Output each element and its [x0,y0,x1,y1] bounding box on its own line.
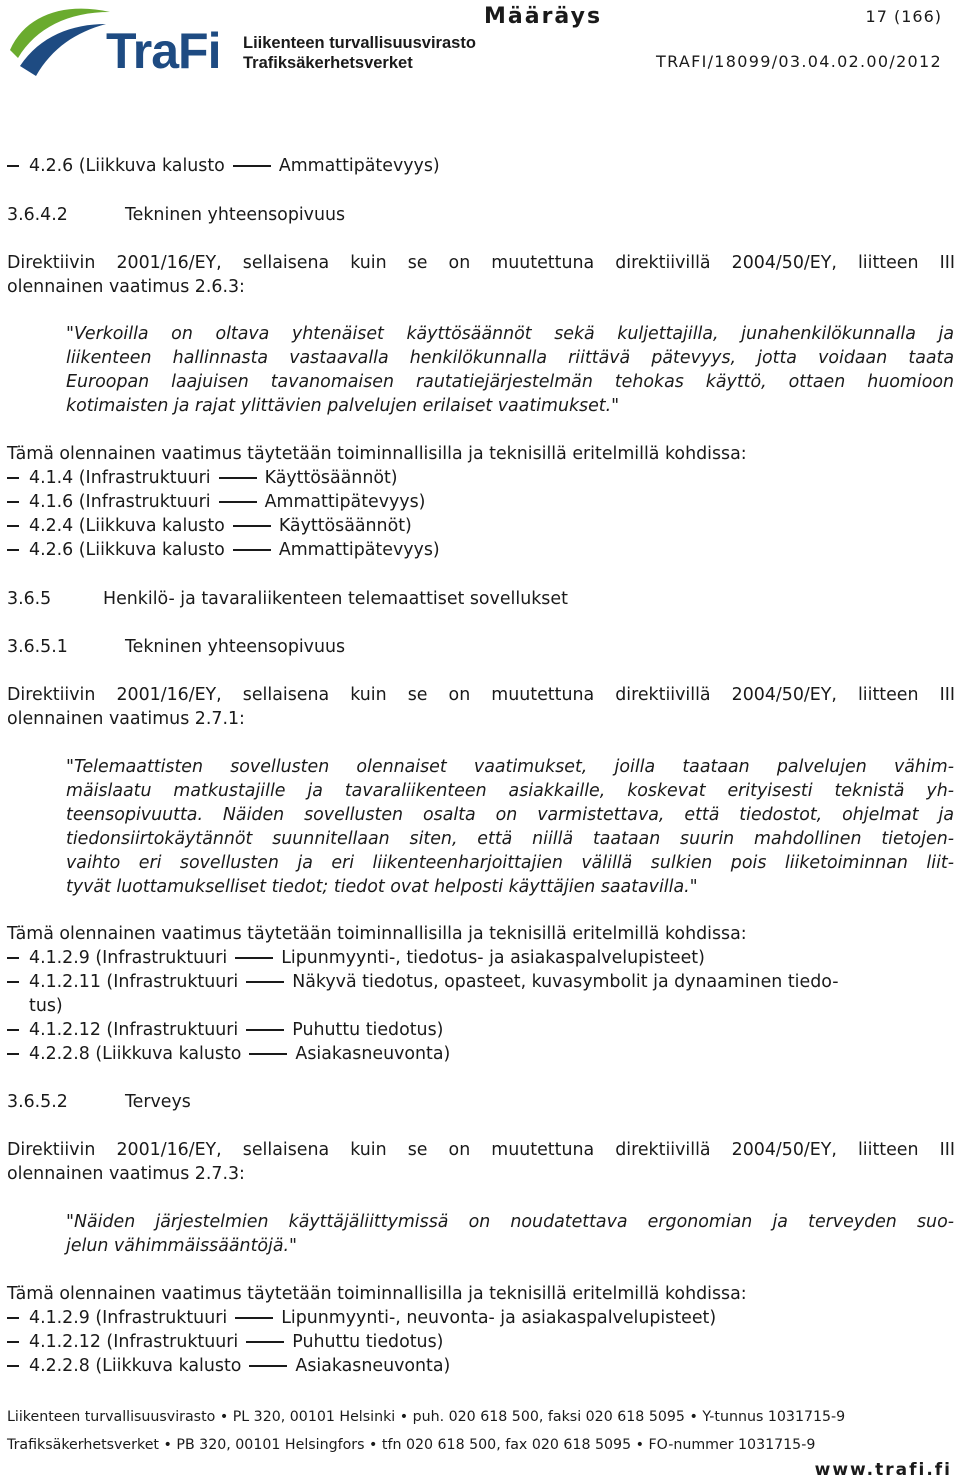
paragraph-line: Direktiivin 2001/16/EY, sellaisena kuin se on muutettuna direktiivillä 2004/50/EY, liitteen III [7,253,955,273]
quote-line: "Telemaattisten sovellusten olennaiset vaatimukset, joilla taataan palvelujen vähim- [66,757,954,777]
list-item: 4.1.2.9 (Infrastruktuuri Lipunmyynti-, tiedotus- ja asiakaspalvelupisteet) [7,946,705,970]
list-item: 4.1.6 (Infrastruktuuri Ammattipätevyys) [7,490,425,514]
quote-line: kotimaisten ja rajat ylittävien palvelujen erilaiset vaatimukset." [66,396,620,416]
quote-line: mäislaatu matkustajille ja tavaraliikenteen asiakkaille, koskevat erityisesti teknistä yh- [66,781,954,801]
quote-line: vaihto eri sovellusten ja eri liikenteenharjoittajien välillä sulkien pois liiketoiminnan liit- [66,853,954,873]
logo-agency-fi: Liikenteen turvallisuusvirasto [243,34,476,52]
quote-line: "Näiden järjestelmien käyttäjäliittymissä on noudatettava ergonomian ja terveyden suo- [66,1212,954,1232]
list-item: 4.1.2.9 (Infrastruktuuri Lipunmyynti-, neuvonta- ja asiakaspalvelupisteet) [7,1306,716,1330]
section-heading: 3.6.5.1 Tekninen yhteensopivuus [7,637,346,657]
trafi-logo [6,6,476,86]
website-link[interactable]: www.trafi.fi [814,1460,952,1480]
document-type: Määräys [484,4,603,29]
paragraph-line: Tämä olennainen vaatimus täytetään toiminnallisilla ja teknisillä eritelmillä kohdissa: [7,924,747,944]
paragraph-line: olennainen vaatimus 2.7.1: [7,709,245,729]
section-heading: 3.6.5.2 Terveys [7,1092,191,1112]
paragraph-line: Direktiivin 2001/16/EY, sellaisena kuin se on muutettuna direktiivillä 2004/50/EY, liitteen III [7,685,955,705]
page-number: 17 (166) [865,7,942,26]
paragraph-line: Direktiivin 2001/16/EY, sellaisena kuin se on muutettuna direktiivillä 2004/50/EY, liitteen III [7,1140,955,1160]
quote-line: teensopivuutta. Näiden sovellusten osalta on varmistettava, että tiedostot, ohjelmat ja [66,805,954,825]
paragraph-line: olennainen vaatimus 2.6.3: [7,277,245,297]
list-item: 4.1.2.12 (Infrastruktuuri Puhuttu tiedotus) [7,1330,443,1354]
quote-line: tiedonsiirtokäytännöt suunnitellaan siten, että niillä taataan suurin mahdollinen tietojen- [66,829,954,849]
list-item: 4.1.2.11 (Infrastruktuuri Näkyvä tiedotus, opasteet, kuvasymbolit ja dynaaminen tiedo- [7,970,838,994]
quote-line: "Verkoilla on oltava yhtenäiset käyttösäännöt sekä kuljettajilla, junahenkilökunnalla ja [66,324,954,344]
quote-line: jelun vähimmäissääntöjä." [66,1236,298,1256]
paragraph-line: Tämä olennainen vaatimus täytetään toiminnallisilla ja teknisillä eritelmillä kohdissa: [7,1284,747,1304]
list-item: 4.2.2.8 (Liikkuva kalusto Asiakasneuvonta) [7,1354,450,1378]
list-item: 4.1.4 (Infrastruktuuri Käyttösäännöt) [7,466,398,490]
logo-wordmark: TraFi [106,23,221,79]
logo-agency-sv: Trafiksäkerhetsverket [243,54,413,72]
list-item: 4.2.4 (Liikkuva kalusto Käyttösäännöt) [7,514,412,538]
footer-address-fi: Liikenteen turvallisuusvirasto • PL 320, 00101 Helsinki • puh. 020 618 500, faksi 020 618 5095 • Y-tunnus 1031715-9 [7,1409,846,1425]
document-reference: TRAFI/18099/03.04.02.00/2012 [656,52,942,71]
quote-line: liikenteen hallinnasta vastaavalla henkilökunnalla riittävä pätevyys, jotta voidaan taata [66,348,954,368]
section-heading: 3.6.4.2 Tekninen yhteensopivuus [7,205,346,225]
trafi-swoosh-icon [6,6,116,86]
paragraph-line: Tämä olennainen vaatimus täytetään toiminnallisilla ja teknisillä eritelmillä kohdissa: [7,444,747,464]
paragraph-line: olennainen vaatimus 2.7.3: [7,1164,245,1184]
section-heading: 3.6.5 Henkilö- ja tavaraliikenteen telemaattiset sovellukset [7,589,568,609]
list-item: 4.2.6 (Liikkuva kalusto Ammattipätevyys) [7,154,440,178]
list-item: 4.2.6 (Liikkuva kalusto Ammattipätevyys) [7,538,440,562]
list-item-continuation: tus) [29,996,63,1016]
quote-line: Euroopan laajuisen tavanomaisen rautatiejärjestelmän tehokas käyttö, ottaen huomioon [66,372,954,392]
list-item: 4.2.2.8 (Liikkuva kalusto Asiakasneuvonta) [7,1042,450,1066]
footer-address-sv: Trafiksäkerhetsverket • PB 320, 00101 Helsingfors • tfn 020 618 500, fax 020 618 5095 • FO-nummer 1031715-9 [7,1437,816,1453]
quote-line: tyvät luottamukselliset tiedot; tiedot ovat helposti käyttäjien saatavilla." [66,877,698,897]
list-item: 4.1.2.12 (Infrastruktuuri Puhuttu tiedotus) [7,1018,443,1042]
